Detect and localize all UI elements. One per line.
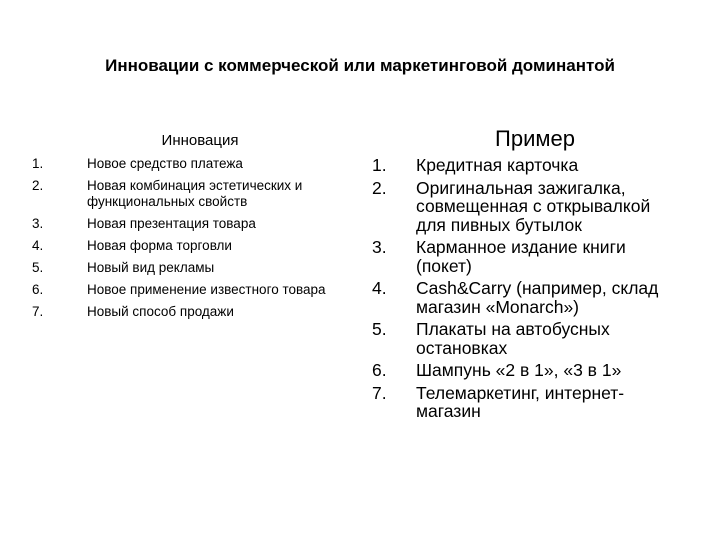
item-text: Карманное издание книги (покет) — [416, 237, 626, 276]
example-item — [372, 279, 672, 316]
innovation-item — [32, 178, 352, 210]
example-list — [372, 156, 672, 425]
slide-title: Инновации с коммерческой или маркетинговой доминантой — [105, 56, 615, 75]
item-number: 4. — [372, 278, 387, 298]
item-number: 5. — [32, 260, 44, 275]
item-number: 5. — [372, 319, 387, 339]
item-text: Новая комбинация эстетических и функциональных свойств — [87, 178, 303, 209]
example-item — [372, 361, 672, 380]
innovation-item — [32, 304, 352, 320]
item-text: Новое применение известного товара — [87, 282, 326, 297]
item-number: 6. — [372, 360, 387, 380]
item-number: 7. — [372, 382, 387, 403]
example-item — [372, 320, 672, 357]
item-number: 2. — [372, 177, 387, 198]
item-text: Новый вид рекламы — [87, 260, 215, 275]
item-number: 3. — [32, 216, 44, 231]
item-number: 7. — [32, 304, 44, 319]
item-text: Новая форма торговли — [87, 238, 232, 253]
innovation-column-heading: Инновация — [161, 132, 239, 149]
item-text: Плакаты на автобусных остановках — [416, 319, 610, 358]
example-item — [372, 179, 672, 235]
innovation-item — [32, 156, 352, 172]
item-text: Оригинальная зажигалка, совмещенная с открывалкой для пивных бутылок — [416, 177, 651, 235]
item-number: 3. — [372, 237, 387, 257]
innovation-item — [32, 238, 352, 254]
item-text: Cash&Carry (например, склад магазин «Monarch») — [416, 278, 659, 317]
item-number: 1. — [32, 156, 44, 171]
item-text: Шампунь «2 в 1», «3 в 1» — [416, 360, 622, 380]
innovation-list — [32, 156, 352, 326]
item-number: 2. — [32, 178, 44, 193]
item-number: 1. — [372, 155, 387, 175]
item-text: Телемаркетинг, интернет-магазин — [416, 382, 625, 421]
item-number: 6. — [32, 282, 44, 297]
item-text: Новый способ продажи — [87, 304, 234, 319]
item-text: Новое средство платежа — [87, 156, 243, 171]
innovation-item — [32, 282, 352, 298]
innovation-item — [32, 216, 352, 232]
example-item — [372, 384, 672, 421]
item-text: Новая презентация товара — [87, 216, 256, 231]
item-text: Кредитная карточка — [416, 155, 579, 175]
item-number: 4. — [32, 238, 44, 253]
example-item — [372, 156, 672, 175]
example-item — [372, 238, 672, 275]
innovation-item — [32, 260, 352, 276]
example-column-heading: Пример — [495, 126, 575, 151]
